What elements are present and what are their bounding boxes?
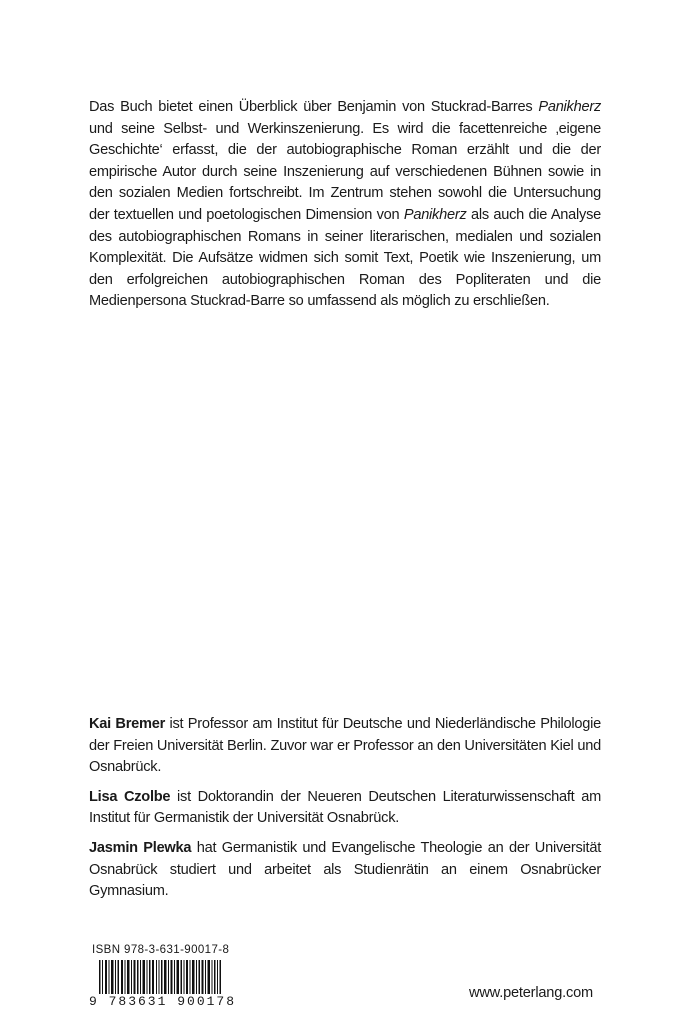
author-bio [89,787,601,830]
author-name: Kai Bremer [89,716,166,732]
author-bio-text: ist Professor am Institut für Deutsche und Niederländische Philologie der Freien Universität Berlin. Zuvor war er Professor an den Universitäten Kiel und Osnabrück. [89,716,601,776]
author-name: Jasmin Plewka [89,839,192,856]
isbn-label: ISBN 978-3-631-90017-8 [92,944,230,956]
barcode-digits: 9 783631 900178 [89,994,237,1009]
blurb-text [89,97,601,313]
blurb-part-2: und seine Selbst- und Werkinszenierung. Es wird die facettenreiche ‚eigene Geschichte‘ erfasst, die der autobiographische Roman erzählt und die der empirische Autor durch seine Inszenierung auf verschiedenen Bühnen sowie in den sozialen Medien fortschreibt. Im Zentrum stehen sowohl die Untersuchung der textuellen und poetologischen Dimension von [89,120,601,223]
author-name: Lisa Czolbe [89,788,171,805]
blurb-part-3: als auch die Analyse des autobiographischen Romans in seiner literarischen, medialen und sozialen Komplexität. Die Aufsätze widmen sich somit Text, Poetik wie Inszenierung, um den erfolgreichen autobiographischen Roman des Popliteraten und die Medienpersona Stuckrad-Barre so umfassend als möglich zu erschließen. [89,206,601,310]
author-bio-text: ist Doktorandin der Neueren Deutschen Literaturwissenschaft am Institut für Germanistik der Universität Osnabrück. [89,788,601,827]
author-bios [89,714,601,911]
author-bio [89,838,601,903]
blurb-part-1: Das Buch bietet einen Überblick über Benjamin von Stuckrad-Barres [89,99,539,115]
book-title-italic: Panikherz [403,206,467,223]
author-bio-text: hat Germanistik und Evangelische Theologie an der Universität Osnabrück studiert und arbeitet als Studienrätin an einem Osnabrücker Gymnasium. [89,839,601,900]
book-title-italic: Panikherz [538,99,601,115]
author-bio [89,714,601,779]
publisher-website[interactable]: www.peterlang.com [469,985,593,1001]
